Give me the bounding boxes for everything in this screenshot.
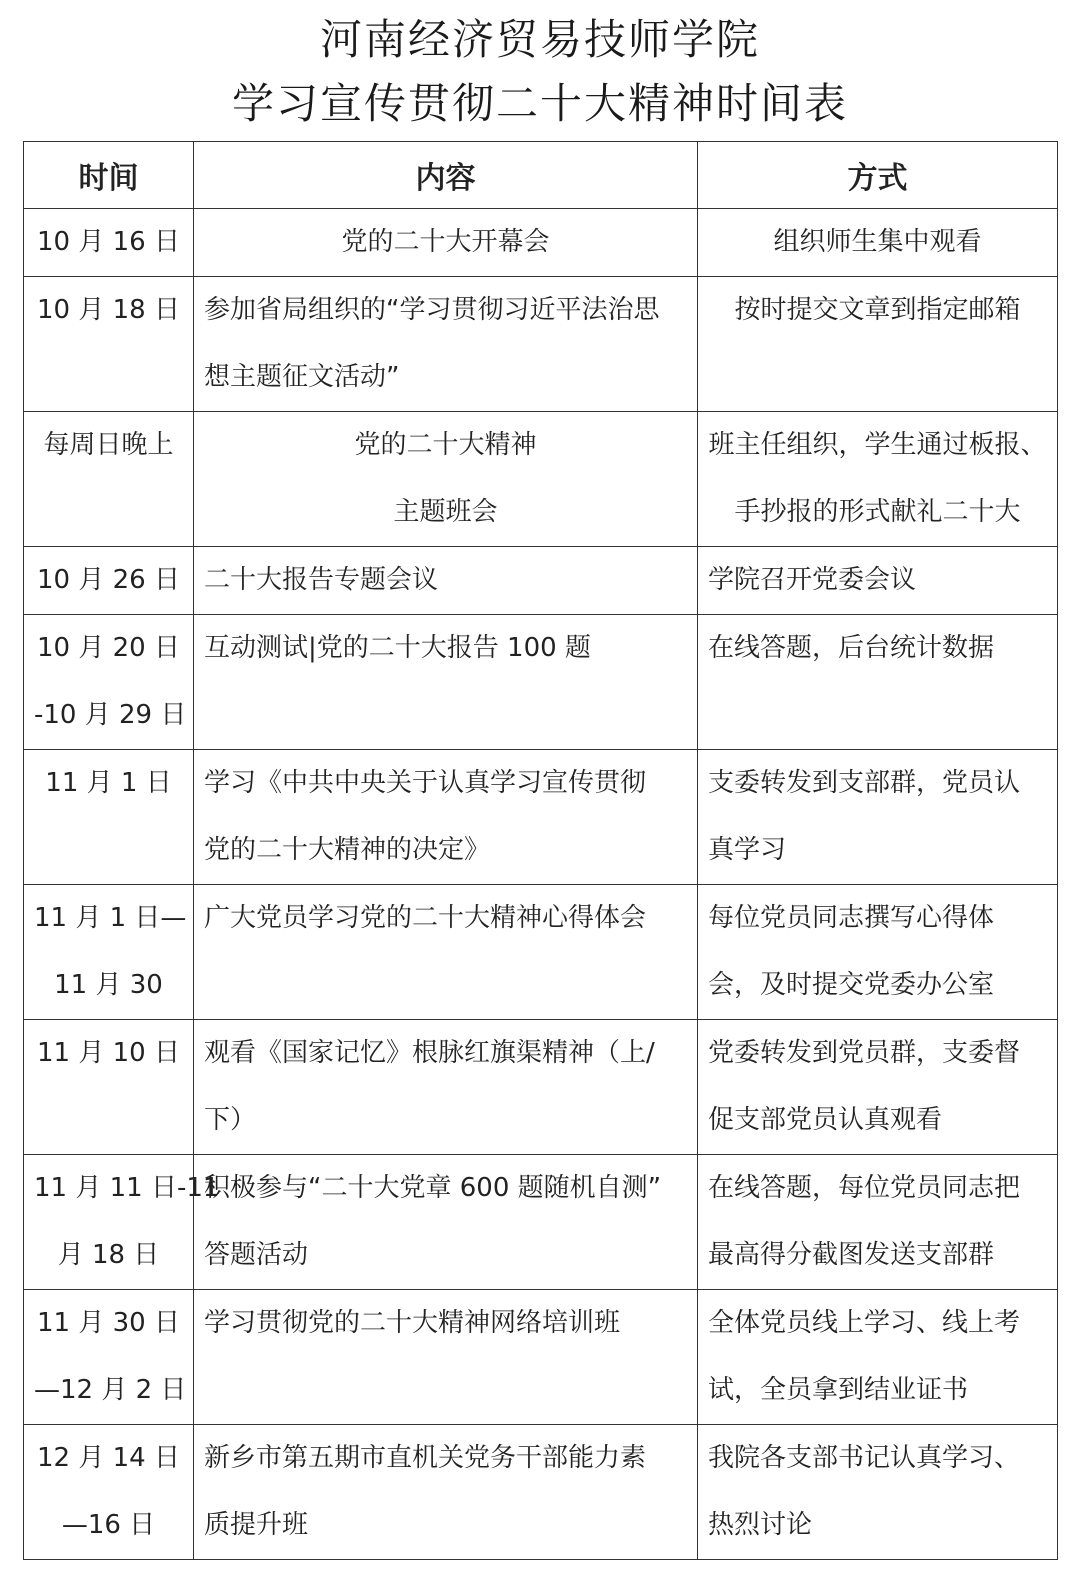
cell-content [194, 277, 698, 412]
cell-content-line: 新乡市第五期市直机关党务干部能力素 [204, 1443, 647, 1473]
cell-time [24, 1020, 194, 1155]
cell-method-line: 在线答题，每位党员同志把 [708, 1173, 1021, 1203]
document-title [0, 0, 1080, 140]
cell-method-line: 促支部党员认真观看 [708, 1105, 943, 1135]
cell-content [194, 547, 698, 615]
cell-method [698, 277, 1058, 412]
cell-method-line: 试，全员拿到结业证书 [708, 1375, 969, 1405]
cell-time [24, 277, 194, 412]
cell-content-line: 下） [204, 1105, 257, 1135]
cell-time-line: 10 月 20 日 [37, 633, 180, 663]
cell-method [698, 615, 1058, 750]
cell-method-line: 手抄报的形式献礼二十大 [734, 497, 1021, 527]
cell-content-line: 党的二十大开幕会 [341, 227, 550, 257]
cell-content-line: 积极参与“二十大党章 600 题随机自测” [204, 1173, 662, 1203]
cell-method [698, 1290, 1058, 1425]
cell-time-line: —16 日 [61, 1510, 156, 1540]
cell-content-line: 学习贯彻党的二十大精神网络培训班 [204, 1308, 621, 1338]
cell-method-line: 我院各支部书记认真学习、 [708, 1443, 1021, 1473]
cell-content-line: 质提升班 [204, 1510, 309, 1540]
table-row [24, 1425, 1058, 1560]
cell-content [194, 615, 698, 750]
cell-time-line: 11 月 1 日 [45, 768, 172, 798]
schedule-body [24, 209, 1058, 1560]
cell-time-line: 11 月 10 日 [37, 1038, 180, 1068]
cell-time [24, 1290, 194, 1425]
cell-content [194, 1020, 698, 1155]
cell-method [698, 547, 1058, 615]
cell-method [698, 1155, 1058, 1290]
cell-method [698, 885, 1058, 1020]
cell-content-line: 互动测试|党的二十大报告 100 题 [204, 633, 591, 663]
cell-content-line: 党的二十大精神的决定》 [204, 835, 491, 865]
cell-time [24, 750, 194, 885]
table-row [24, 615, 1058, 750]
cell-time [24, 1425, 194, 1560]
cell-time [24, 885, 194, 1020]
title-school-name: 河南经济贸易技师学院 [319, 15, 760, 64]
cell-content [194, 209, 698, 277]
cell-content-line: 答题活动 [204, 1240, 309, 1270]
cell-content-line: 学习《中共中央关于认真学习宣传贯彻 [204, 768, 647, 798]
table-row [24, 1290, 1058, 1425]
cell-time [24, 615, 194, 750]
table-header-row [24, 142, 1058, 209]
table-row [24, 412, 1058, 547]
cell-time-line: 10 月 26 日 [37, 565, 180, 595]
cell-method [698, 750, 1058, 885]
title-schedule-name: 学习宣传贯彻二十大精神时间表 [231, 79, 848, 128]
cell-time-line: 11 月 30 [54, 970, 163, 1000]
cell-content [194, 885, 698, 1020]
cell-time-line: 11 月 1 日— [34, 903, 187, 933]
cell-time-line: 11 月 30 日 [37, 1308, 180, 1338]
cell-method [698, 1020, 1058, 1155]
cell-content [194, 1290, 698, 1425]
cell-content-line: 主题班会 [393, 497, 498, 527]
schedule-table [23, 141, 1058, 1560]
cell-content-line: 党的二十大精神 [354, 430, 537, 460]
cell-method [698, 209, 1058, 277]
cell-method-line: 全体党员线上学习、线上考 [708, 1308, 1021, 1338]
cell-time-line: 10 月 18 日 [37, 295, 180, 325]
cell-content [194, 750, 698, 885]
cell-time-line: 12 月 14 日 [37, 1443, 180, 1473]
cell-method-line: 热烈讨论 [708, 1510, 813, 1540]
header-method: 方式 [698, 142, 1058, 209]
cell-content-line: 广大党员学习党的二十大精神心得体会 [204, 903, 647, 933]
table-row [24, 1020, 1058, 1155]
cell-method-line: 在线答题，后台统计数据 [708, 633, 995, 663]
cell-content [194, 412, 698, 547]
cell-content-line: 观看《国家记忆》根脉红旗渠精神（上/ [204, 1038, 655, 1068]
cell-content [194, 1155, 698, 1290]
table-row [24, 885, 1058, 1020]
cell-content [194, 1425, 698, 1560]
cell-content-line: 参加省局组织的“学习贯彻习近平法治思 [204, 295, 660, 325]
cell-method [698, 412, 1058, 547]
table-row [24, 547, 1058, 615]
cell-method-line: 组织师生集中观看 [773, 227, 982, 257]
cell-time-line: -10 月 29 日 [34, 700, 187, 730]
cell-content-line: 想主题征文活动” [204, 362, 400, 392]
cell-method-line: 按时提交文章到指定邮箱 [734, 295, 1021, 325]
cell-time-line: 月 18 日 [57, 1240, 160, 1270]
cell-time-line: 10 月 16 日 [37, 227, 180, 257]
cell-time-line: 11 月 11 日-11 [34, 1173, 220, 1203]
table-row [24, 750, 1058, 885]
cell-time-line: 每周日晚上 [43, 430, 174, 460]
cell-content-line: 二十大报告专题会议 [204, 565, 439, 595]
cell-method-line: 每位党员同志撰写心得体 [708, 903, 995, 933]
cell-method-line: 班主任组织，学生通过板报、 [708, 430, 1047, 460]
cell-method-line: 会，及时提交党委办公室 [708, 970, 995, 1000]
table-row [24, 277, 1058, 412]
cell-time [24, 209, 194, 277]
header-time: 时间 [24, 142, 194, 209]
header-content: 内容 [194, 142, 698, 209]
cell-method-line: 真学习 [708, 835, 787, 865]
cell-time [24, 1155, 220, 1290]
cell-method [698, 1425, 1058, 1560]
cell-method-line: 最高得分截图发送支部群 [708, 1240, 995, 1270]
table-row [24, 1155, 1058, 1290]
cell-method-line: 支委转发到支部群，党员认 [708, 768, 1021, 798]
cell-method-line: 党委转发到党员群，支委督 [708, 1038, 1021, 1068]
table-row [24, 209, 1058, 277]
cell-time [24, 412, 194, 547]
cell-time-line: —12 月 2 日 [34, 1375, 187, 1405]
cell-method-line: 学院召开党委会议 [708, 565, 917, 595]
cell-time [24, 547, 194, 615]
